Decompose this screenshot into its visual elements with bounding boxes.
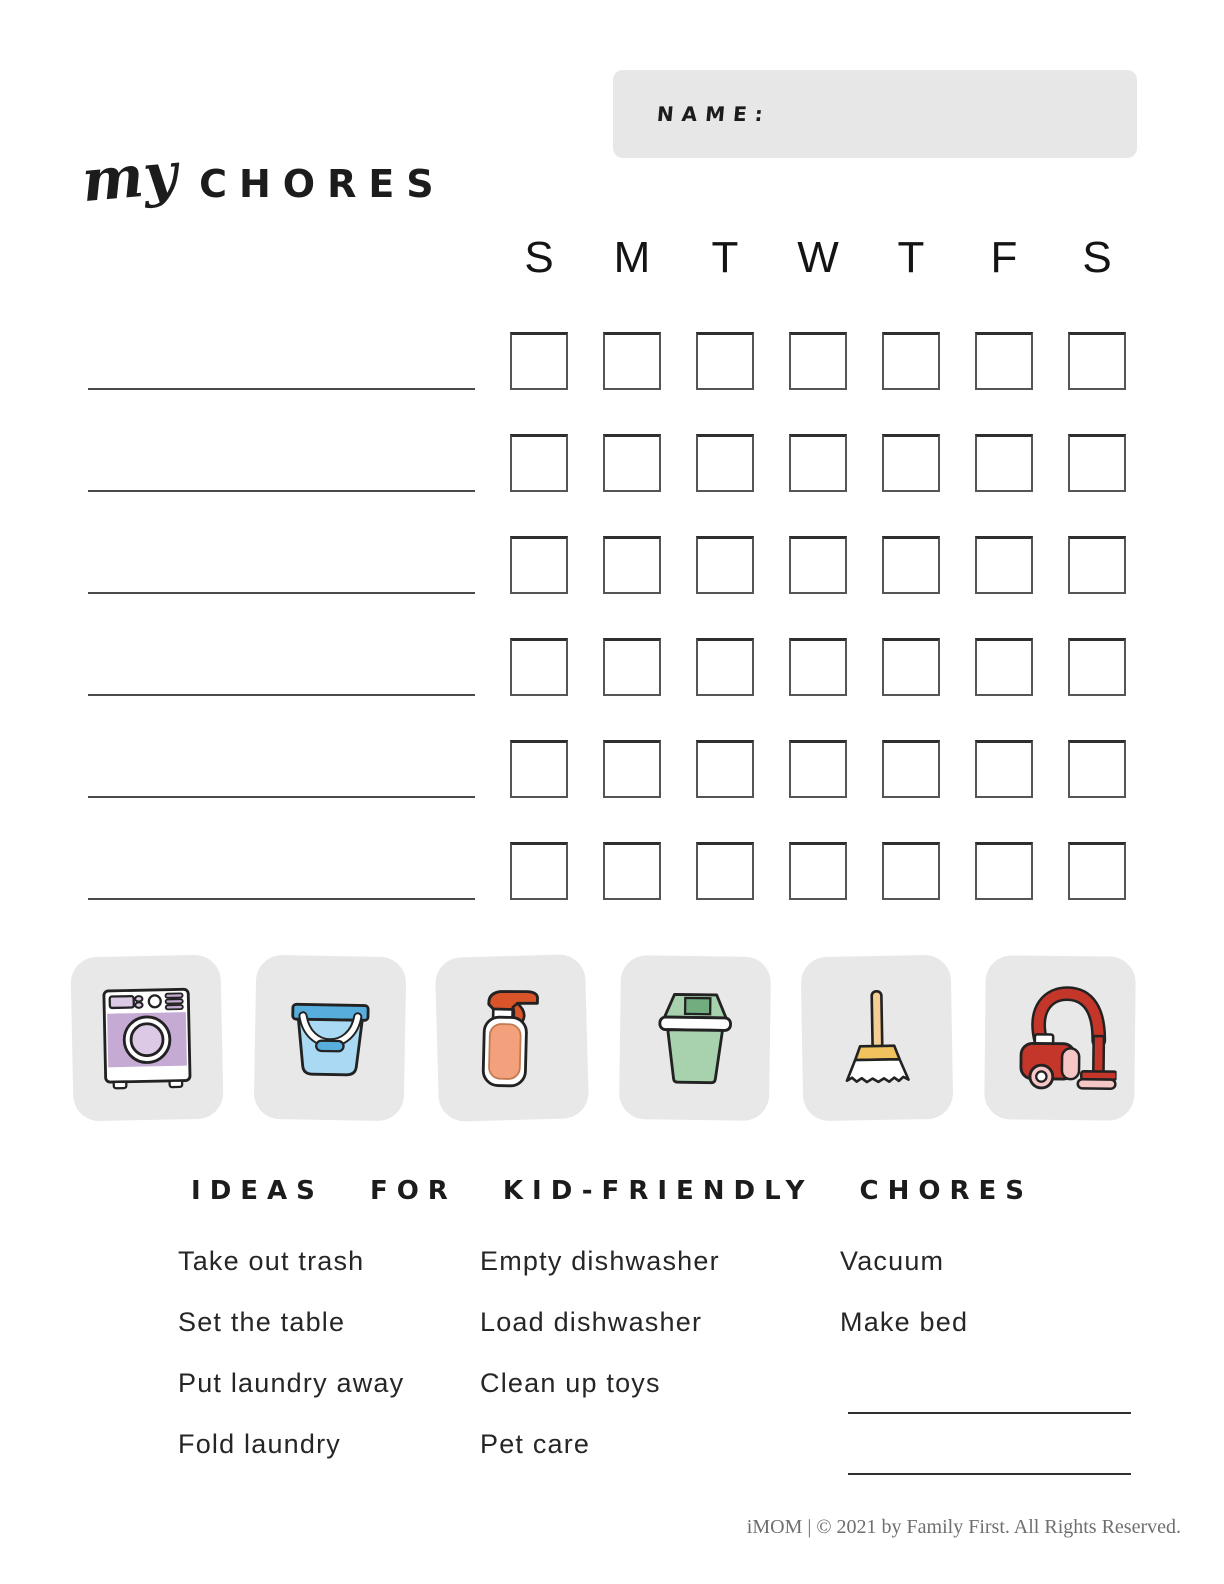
ideas-columns bbox=[0, 1246, 1224, 1506]
chore-checkbox[interactable] bbox=[696, 740, 754, 798]
idea-blank-cell bbox=[840, 1429, 1131, 1490]
chore-checkbox[interactable] bbox=[510, 332, 568, 390]
chore-checkbox[interactable] bbox=[603, 536, 661, 594]
chore-name-line[interactable] bbox=[88, 592, 475, 594]
day-header-7: S bbox=[1082, 233, 1112, 282]
chore-checkbox[interactable] bbox=[1068, 332, 1126, 390]
chore-checkbox[interactable] bbox=[1068, 842, 1126, 900]
title-main-chores: CHORES bbox=[199, 162, 446, 206]
chore-grid-rows bbox=[88, 332, 1126, 944]
chore-checkbox[interactable] bbox=[510, 740, 568, 798]
idea-write-in-line[interactable] bbox=[848, 1429, 1131, 1475]
chore-checkbox[interactable] bbox=[789, 842, 847, 900]
chore-checkbox[interactable] bbox=[975, 842, 1033, 900]
chore-checkbox[interactable] bbox=[1068, 434, 1126, 492]
bucket-icon bbox=[272, 977, 388, 1099]
chore-name-line[interactable] bbox=[88, 796, 475, 798]
idea-item: Put laundry away bbox=[178, 1368, 405, 1398]
footer-credit: iMOM | © 2021 by Family First. All Rights Reserved. bbox=[746, 1516, 1181, 1538]
chore-checkbox[interactable] bbox=[882, 638, 940, 696]
chore-checkbox[interactable] bbox=[1068, 740, 1126, 798]
day-header-2: M bbox=[613, 233, 651, 282]
chore-checkbox[interactable] bbox=[603, 740, 661, 798]
day-header-4: W bbox=[797, 233, 839, 282]
spray-bottle-icon bbox=[454, 976, 571, 1099]
chore-row bbox=[88, 842, 1126, 900]
chore-checkbox[interactable] bbox=[789, 638, 847, 696]
chore-checkbox[interactable] bbox=[1068, 536, 1126, 594]
idea-item: Take out trash bbox=[178, 1246, 365, 1276]
vacuum-icon bbox=[1002, 977, 1117, 1098]
idea-item: Empty dishwasher bbox=[480, 1246, 720, 1276]
trash-can-icon bbox=[637, 977, 753, 1099]
icon-strip bbox=[72, 956, 1135, 1120]
chore-checkbox[interactable] bbox=[696, 842, 754, 900]
chore-checkbox[interactable] bbox=[789, 434, 847, 492]
chore-checkbox[interactable] bbox=[603, 638, 661, 696]
chore-checkbox[interactable] bbox=[510, 536, 568, 594]
chore-checkbox[interactable] bbox=[882, 434, 940, 492]
chore-checkbox[interactable] bbox=[882, 332, 940, 390]
chore-name-line[interactable] bbox=[88, 388, 475, 390]
chore-checkbox[interactable] bbox=[882, 536, 940, 594]
idea-item: Pet care bbox=[480, 1429, 591, 1459]
name-label: NAME: bbox=[655, 102, 772, 126]
idea-item: Set the table bbox=[178, 1307, 346, 1337]
chore-name-line[interactable] bbox=[88, 694, 475, 696]
chore-checkbox[interactable] bbox=[510, 434, 568, 492]
trash-can-tile bbox=[619, 955, 771, 1121]
idea-write-in-line[interactable] bbox=[848, 1368, 1131, 1414]
idea-blank-cell bbox=[840, 1368, 1131, 1429]
chore-checkbox[interactable] bbox=[696, 434, 754, 492]
chore-row bbox=[88, 332, 1126, 390]
chore-checkbox[interactable] bbox=[882, 740, 940, 798]
chore-name-line[interactable] bbox=[88, 490, 475, 492]
page-title bbox=[79, 138, 446, 216]
chore-checkbox[interactable] bbox=[789, 536, 847, 594]
chore-checkbox[interactable] bbox=[603, 434, 661, 492]
chore-row bbox=[88, 536, 1126, 594]
day-header-3: T bbox=[711, 233, 739, 282]
broom-tile bbox=[801, 955, 954, 1122]
chore-checkbox[interactable] bbox=[603, 332, 661, 390]
title-script-my: my bbox=[79, 138, 180, 216]
idea-item: Fold laundry bbox=[178, 1429, 341, 1459]
chore-checkbox[interactable] bbox=[696, 332, 754, 390]
idea-item: Vacuum bbox=[840, 1246, 945, 1276]
day-header-5: T bbox=[897, 233, 925, 282]
chore-row bbox=[88, 740, 1126, 798]
washing-machine-tile bbox=[70, 954, 223, 1121]
ideas-column bbox=[840, 1246, 1131, 1490]
day-header-row bbox=[510, 233, 1126, 282]
broom-icon bbox=[819, 977, 935, 1099]
chore-checkbox[interactable] bbox=[789, 332, 847, 390]
idea-item: Make bed bbox=[840, 1307, 969, 1337]
idea-item: Load dishwasher bbox=[480, 1307, 703, 1337]
chore-name-line[interactable] bbox=[88, 898, 475, 900]
day-header-6: F bbox=[990, 233, 1018, 282]
chore-checkbox[interactable] bbox=[603, 842, 661, 900]
chore-row bbox=[88, 638, 1126, 696]
chore-checkbox[interactable] bbox=[975, 536, 1033, 594]
day-header-1: S bbox=[524, 233, 554, 282]
idea-item: Clean up toys bbox=[480, 1368, 661, 1398]
chore-checkbox[interactable] bbox=[510, 842, 568, 900]
chore-checkbox[interactable] bbox=[882, 842, 940, 900]
chore-checkbox[interactable] bbox=[1068, 638, 1126, 696]
chore-checkbox[interactable] bbox=[789, 740, 847, 798]
washing-machine-icon bbox=[89, 977, 205, 1099]
ideas-column bbox=[178, 1246, 404, 1490]
chore-checkbox[interactable] bbox=[510, 638, 568, 696]
chore-checkbox[interactable] bbox=[975, 332, 1033, 390]
chore-checkbox[interactable] bbox=[975, 434, 1033, 492]
vacuum-tile bbox=[984, 955, 1136, 1121]
chore-checkbox[interactable] bbox=[975, 740, 1033, 798]
chore-row bbox=[88, 434, 1126, 492]
bucket-tile bbox=[253, 955, 406, 1122]
chore-checkbox[interactable] bbox=[696, 536, 754, 594]
chore-checkbox[interactable] bbox=[696, 638, 754, 696]
name-box[interactable] bbox=[613, 70, 1137, 158]
ideas-heading: IDEAS FOR KID-FRIENDLY CHORES bbox=[191, 1176, 1033, 1206]
spray-bottle-tile bbox=[435, 954, 590, 1122]
ideas-column bbox=[480, 1246, 720, 1490]
chore-checkbox[interactable] bbox=[975, 638, 1033, 696]
